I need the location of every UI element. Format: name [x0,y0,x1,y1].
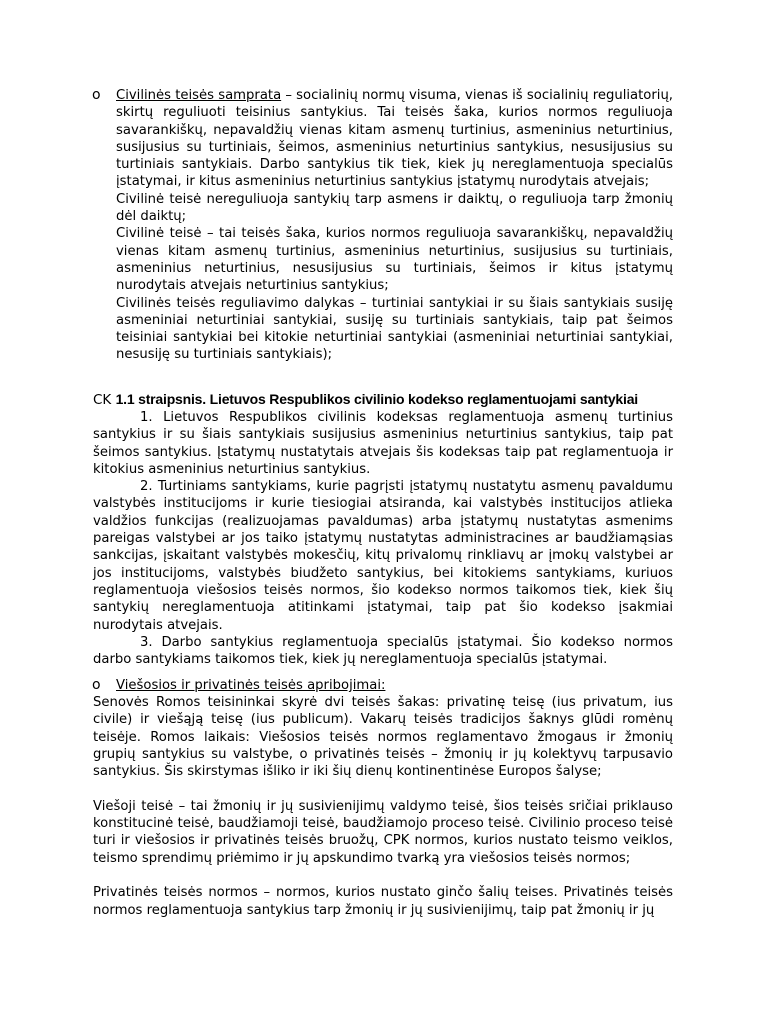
section-civil-law-concept [92,87,673,364]
article-paragraph-3: 3. Darbo santykius reglamentuoja specialūs įstatymai. Šio kodekso normos darbo santykiams taikomos tiek, kiek jų nereglamentuoja specialūs įstatymai. [93,634,673,668]
article-title: 1.1 straipsnis. Lietuvos Respublikos civilinio kodekso reglamentuojami santykiai [115,391,638,407]
paragraph-text: – socialinių normų visuma, vienas iš socialinių reguliatorių, skirtų reguliuoti teisinius santykius. Tai teisės šaka, kurios normos reguliuoja savarankiškų, nepavaldžių vienas kitam asmenų turtinius, asmeninius neturtinius, susijusius su turtiniais, šeimos, asmeninius neturtinius santykius, nesusijusius su turtiniais santykiais. Darbo santykius tik tiek, kiek jų nereglamentuoja specialūs įstatymai, ir kitus asmeninius neturtinius santykius įstatymų nurodytais atvejais; [116,88,673,190]
article-prefix: CK [93,392,112,408]
section2-body [93,694,673,919]
paragraph: Civilinė teisė – tai teisės šaka, kurios normos reguliuoja savarankiškų, nepavaldžių vienas kitam asmenų turtinius, asmeninius neturtinius, susijusius su turtiniais, asmeninius neturtinius, nesusijusius su turtiniais, šeimos ir kitus įstatymų nurodytais atvejais neturtinius santykius; [116,226,673,294]
term-public-private-law: Viešosios ir privatinės teisės apribojimai: [116,678,386,693]
paragraph: Civilinė teisė nereguliuoja santykių tarp asmens ir daiktų, o reguliuoja tarp žmonių dėl daiktų; [116,191,673,225]
article-paragraph-2: 2. Turtiniams santykiams, kurie pagrįsti įstatymų nustatytu asmenų pavaldumu valstybės institucijoms ir kurie tiesiogiai atsiranda, kai valstybės institucijos atlieka valdžios funkcijas (realizuojamas pavaldumas) arba įstatymų nustatytas asmenims pareigas valstybei ar jos taiko įstatymų nustatytas administracines ar baudžiamąsias sankcijas, įskaitant valstybės mokesčių, kitų privalomų rinkliavų ar įmokų valstybei ar jos institucijoms, valstybės biudžeto santykius, bei kitokiems santykiams, kuriuos reglamentuoja viešosios teisės normos, šio kodekso normos taikomos tiek, kiek šių santykių nereglamentuoja atitinkami įstatymai, taip pat šio kodekso įsakmiai nurodytais atvejais. [93,479,673,633]
paragraph: Privatinės teisės normos – normos, kurios nustato ginčo šalių teises. Privatinės teisės normos reglamentuoja santykius tarp žmonių ir jų susivienijimų, taip pat žmonių ir jų [93,885,673,918]
bullet-item-civil-law-concept [92,87,673,191]
paragraph [116,677,673,694]
section-public-private-law [92,677,673,694]
bullet-icon: o [92,677,101,693]
term-civil-law-concept: Civilinės teisės samprata [116,88,282,103]
article-body [93,409,673,668]
paragraph: Senovės Romos teisininkai skyrė dvi teisės šakas: privatinę teisę (ius privatum, ius civile) ir viešąją teisę (ius publicum). Vakarų teisės tradicijos šaknys glūdi romėnų teisėje. Romos laikais: Viešosios teisės normos reglamentavo žmogaus ir žmonių grupių santykius su valstybe, o privatinės teisės – žmonių ir jų kolektyvų tarpusavio santykius. Šis skirstymas išliko ir iki šių dienų kontinentinėse Europos šalyse; [93,695,673,780]
article-heading [93,389,693,410]
paragraph [116,87,673,191]
paragraph: Viešoji teisė – tai žmonių ir jų susivienijimų valdymo teisė, šios teisės sričiai priklauso konstitucinė teisė, baudžiamoji teisė, baudžiamojo proceso teisė. Civilinio proceso teisė turi ir viešosios ir privatinės teisės bruožų, CPK normos, kurios nustato teismo veiklos, teismo sprendimų priėmimo ir jų apskundimo tvarką yra viešosios teisės normos; [93,798,673,866]
paragraph: Civilinės teisės reguliavimo dalykas – turtiniai santykiai ir su šiais santykiais susiję asmeniniai neturtiniai santykiai, susiję su turtiniais santykiais, taip pat šeimos teisiniai santykiai bei kitokie neturtiniai santykiai (asmeniniai neturtiniai santykiai, nesusiję su turtiniais santykiais); [116,295,673,363]
bullet-icon: o [92,87,101,103]
bullet-item-public-private-law [92,677,673,694]
article-paragraph-1: 1. Lietuvos Respublikos civilinis kodeksas reglamentuoja asmenų turtinius santykius ir su šiais santykiais susijusius asmeninius neturtinius santykius, taip pat šeimos santykius. Įstatymų nustatytais atvejais šis kodeksas taip pat reglamentuoja ir kitokius asmeninius neturtinius santykius. [93,410,673,477]
